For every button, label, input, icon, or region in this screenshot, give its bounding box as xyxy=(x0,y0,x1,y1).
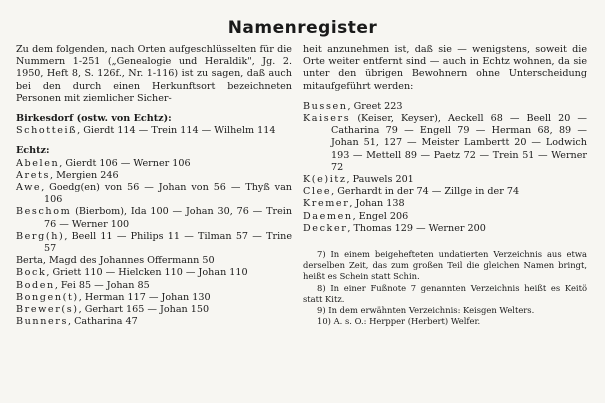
entry-surname: K(e)itz xyxy=(303,174,347,186)
entry-surname: Beschom xyxy=(16,206,72,218)
register-entry xyxy=(303,198,587,210)
register-entry xyxy=(16,280,292,292)
entry-details: (Bierbom), Ida 100 — Johan 30, 76 — Trein 76 — Werner 100 xyxy=(44,206,292,230)
entry-surname: Bunners xyxy=(16,316,68,328)
entry-details: , Mergien 246 xyxy=(49,169,119,181)
register-entry xyxy=(303,174,587,186)
register-entry xyxy=(303,211,587,223)
register-entry xyxy=(303,186,587,198)
entry-details: , Goedg(en) von 56 — Johan von 56 — Thyß van 106 xyxy=(41,182,292,206)
entry-surname: Bussen xyxy=(303,100,348,112)
entry-surname: Bongen(t) xyxy=(16,291,79,303)
entry-surname: Arets xyxy=(16,169,50,181)
footnotes xyxy=(303,249,587,327)
entry-details: , Griett 110 — Hielcken 110 — Johan 110 xyxy=(46,267,248,279)
entry-details: , Fei 85 — Johan 85 xyxy=(54,279,150,291)
register-entry xyxy=(16,170,292,182)
footnote: 8) In einer Fußnote 7 genannten Verzeichnis heißt es Keitö statt Kitz. xyxy=(303,282,587,304)
entry-details: , Catharina 47 xyxy=(67,316,138,328)
register-entry xyxy=(16,267,292,279)
entry-surname: Boden xyxy=(16,279,55,291)
register-entry xyxy=(16,255,292,267)
entry-details: , Johan 138 xyxy=(349,198,405,210)
entry-surname: Schotteiß xyxy=(16,125,78,137)
entry-surname: Kremer xyxy=(303,198,350,210)
register-entry xyxy=(303,223,587,235)
footnote: 10) A. s. O.: Herpper (Herbert) Welfer. xyxy=(317,316,481,327)
entry-details: , Greet 223 xyxy=(347,100,403,112)
entry-details: , Gerhart 165 — Johan 150 xyxy=(78,304,210,316)
entry-surname: Awe xyxy=(16,182,42,194)
left-column xyxy=(16,44,292,328)
entry-surname: Clee xyxy=(303,186,332,198)
entry-surname: Bock xyxy=(16,267,47,279)
entry-details: , Beell 11 — Philips 11 — Tilman 57 — Trine 57 xyxy=(44,230,292,255)
register-entry xyxy=(16,292,292,304)
register-entry xyxy=(16,231,292,255)
entry-surname: Berg(h) xyxy=(16,230,65,242)
entry-details: , Thomas 129 — Werner 200 xyxy=(347,222,486,234)
intro-paragraph-left: Zu dem folgenden, nach Orten aufgeschlüsselten für die Nummern 1-251 („Genealogie und Heraldik", Jg. 2. 1950, Heft 8, S. 126f., Nr. 1-116) ist zu sagen, daß auch bei den durch einen Herkunftsort bezeichneten Personen mit ziemlicher Sicher- xyxy=(16,44,292,104)
footnote: 9) In dem erwähnten Verzeichnis: Keisgen Welters. xyxy=(317,305,535,316)
entry-details: , Gierdt 106 — Werner 106 xyxy=(59,157,191,169)
register-entry xyxy=(16,182,292,206)
right-entry-list xyxy=(303,101,587,235)
entry-details: , Engel 206 xyxy=(352,210,409,222)
entry-details: (Keiser, Keyser), Aeckell 68 — Beell 20 — Catharina 79 — Engell 79 — Herman 68, 89 — Johan 51, 127 — Meister Lambertt 20 — Lodwich 193 — Mettell 89 — Paetz 72 — Trein 51 — Werner 72 xyxy=(331,113,587,173)
register-entry xyxy=(16,304,292,316)
entry-details: , Herman 117 — Johan 130 xyxy=(78,291,211,303)
register-entry xyxy=(16,316,292,328)
right-column xyxy=(303,44,587,327)
entry-details: , Gierdt 114 — Trein 114 — Wilhelm 114 xyxy=(77,125,276,137)
section-heading-echtz: Echtz: xyxy=(16,145,50,157)
entry-surname: Brewer(s) xyxy=(16,304,79,316)
section-heading-birkesdorf: Birkesdorf (ostw. von Echtz): xyxy=(16,113,172,125)
register-entry xyxy=(16,158,292,170)
register-entry xyxy=(303,101,587,113)
entry-surname: Daemen xyxy=(303,210,353,222)
register-entry xyxy=(16,206,292,230)
intro-paragraph-right: heit anzunehmen ist, daß sie — wenigstens, soweit die Orte weiter entfernt sind — auch in Echtz wohnen, da sie unter den übrigen Bewohnern ohne Unterscheidung mitaufgeführt werden: xyxy=(303,44,587,92)
register-entry xyxy=(16,125,292,137)
entry-surname: Abelen xyxy=(16,157,60,169)
birkesdorf-list xyxy=(16,125,292,137)
footnote: 7) In einem beigehefteten undatierten Verzeichnis aus etwa derselben Zeit, das zum großen Teil die gleichen Namen bringt, heißt es Schein statt Schin. xyxy=(303,249,587,282)
entry-details: , Pauwels 201 xyxy=(346,174,414,186)
entry-details: Berta, Magd des Johannes Offermann 50 xyxy=(16,255,215,267)
entry-surname: Decker xyxy=(303,222,348,234)
entry-surname: Kaisers xyxy=(303,113,351,125)
register-entry xyxy=(303,113,587,174)
echtz-list xyxy=(16,158,292,329)
page-title: Namenregister xyxy=(227,18,378,38)
entry-details: , Gerhardt in der 74 — Zillge in der 74 xyxy=(331,186,520,198)
